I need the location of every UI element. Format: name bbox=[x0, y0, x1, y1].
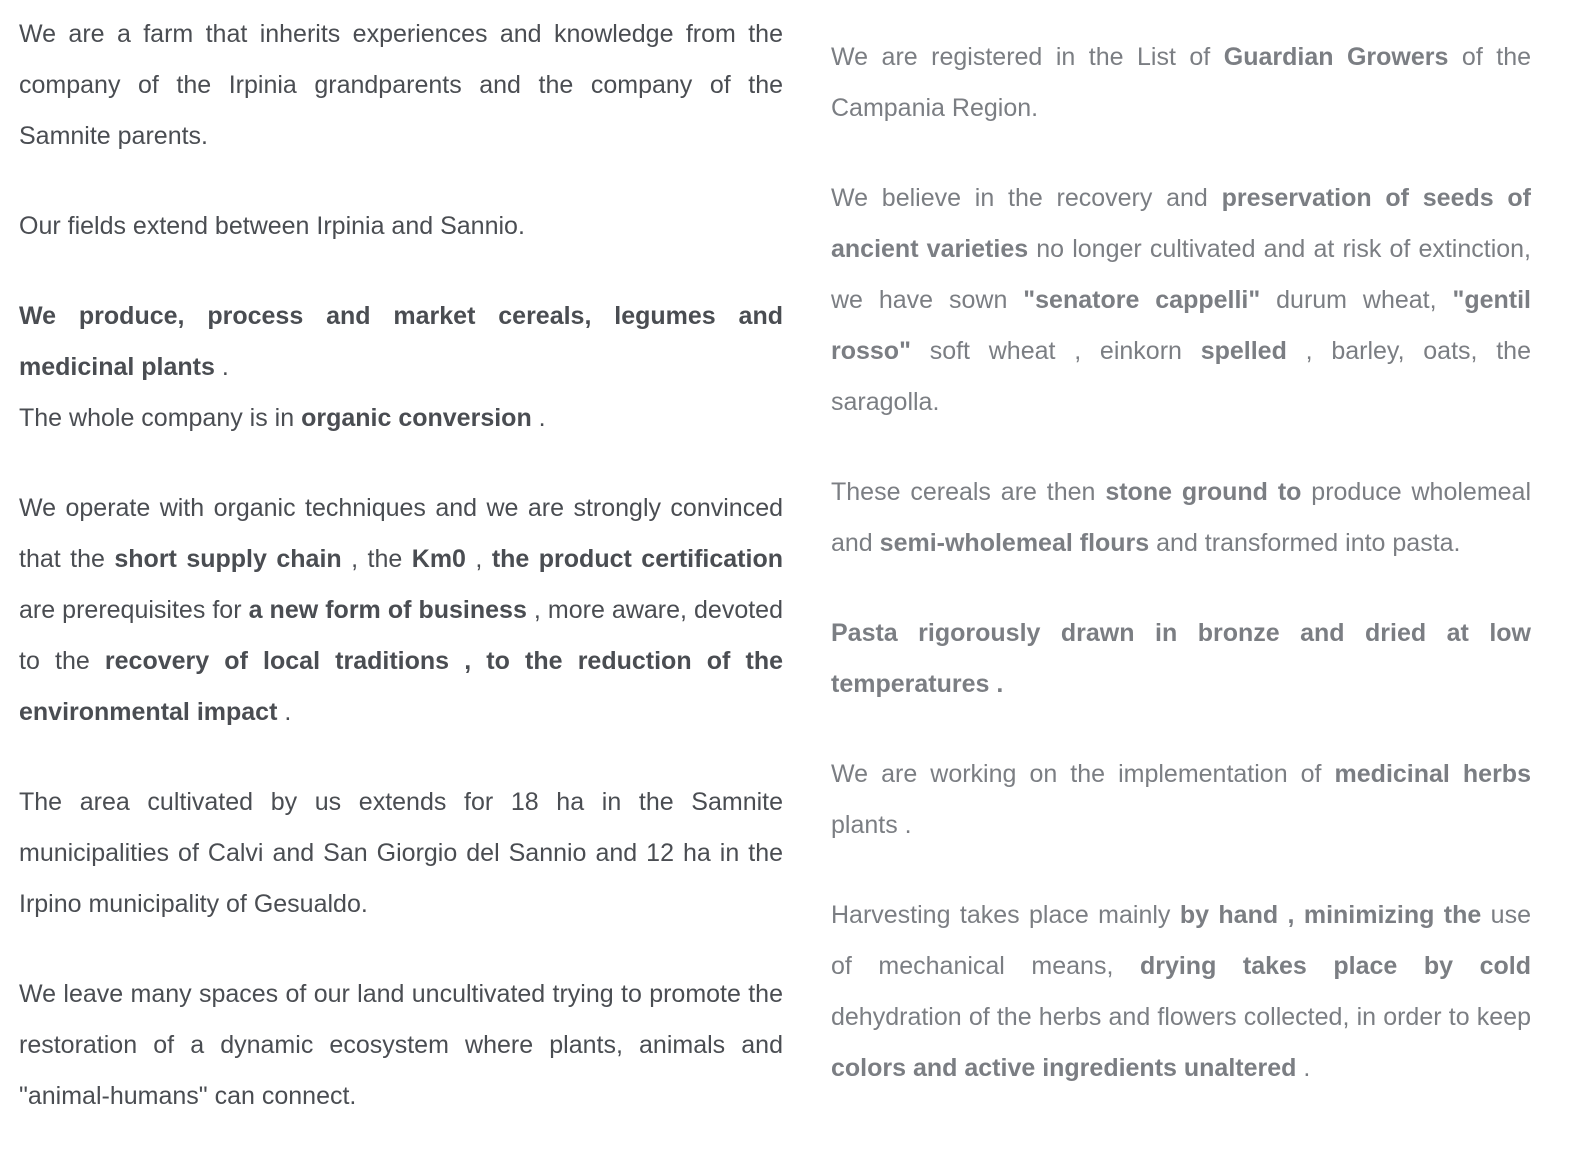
left-column bbox=[19, 0, 783, 1161]
km0-bold: Km0 bbox=[411, 545, 466, 573]
senatore-cappelli-bold: "senatore cappelli" bbox=[1023, 286, 1261, 314]
area-paragraph: The area cultivated by us extends for 18 ha in the Samnite municipalities of Calvi and San Giorgio del Sannio and 12 ha in the Irpino municipality of Gesualdo. bbox=[19, 788, 783, 918]
intro-paragraph: We are a farm that inherits experiences and knowledge from the company of the Irpinia grandparents and the company of the Samnite parents. bbox=[19, 20, 783, 150]
seeds-paragraph: We believe in the recovery and preservation of seeds of ancient varieties no longer cultivated and at risk of extinction, we have sown "senatore cappelli" durum wheat, "gentil rosso" soft wheat , einkorn spelled , barley, oats, the saragolla. bbox=[831, 184, 1532, 416]
flours-bold: semi-wholemeal flours bbox=[879, 529, 1150, 557]
colors-ingredients-bold: colors and active ingredients unaltered bbox=[831, 1054, 1297, 1082]
organic-paragraph: The whole company is in organic conversion . bbox=[19, 404, 546, 432]
cereals-paragraph: These cereals are then stone ground to produce wholemeal and semi-wholemeal flours and transformed into pasta. bbox=[831, 478, 1532, 557]
local-traditions-bold: recovery of local traditions , to the reduction of the environmental impact bbox=[19, 647, 783, 726]
guardian-growers-bold: Guardian Growers bbox=[1223, 43, 1449, 71]
seed-preservation-bold: preservation of seeds of ancient varieties bbox=[831, 184, 1531, 263]
guardian-growers-paragraph: We are registered in the List of Guardian Growers of the Campania Region. bbox=[831, 43, 1532, 122]
produce-paragraph: We produce, process and market cereals, legumes and medicinal plants . bbox=[19, 302, 783, 381]
gentil-rosso-bold: "gentil rosso" bbox=[831, 286, 1531, 365]
herbs-paragraph: We are working on the implementation of medicinal herbs plants . bbox=[831, 760, 1531, 839]
cold-drying-bold: drying takes place by cold bbox=[1139, 952, 1531, 980]
medicinal-herbs-bold: medicinal herbs bbox=[1334, 760, 1531, 788]
spelled-bold: spelled bbox=[1200, 337, 1287, 365]
organic-conversion-bold: organic conversion bbox=[301, 404, 532, 432]
pasta-paragraph bbox=[831, 608, 1531, 710]
ecosystem-paragraph: We leave many spaces of our land uncultivated trying to promote the restoration of a dynamic ecosystem where plants, animals and "animal-humans" can connect. bbox=[19, 980, 783, 1110]
harvesting-paragraph: Harvesting takes place mainly by hand , minimizing the use of mechanical means, drying takes place by cold dehydration of the herbs and flowers collected, in order to keep colors and active ingredients unaltered . bbox=[831, 901, 1531, 1082]
fields-paragraph: Our fields extend between Irpinia and Sannio. bbox=[19, 212, 525, 240]
short-supply-chain-bold: short supply chain bbox=[114, 545, 342, 573]
pasta-bold: Pasta rigorously drawn in bronze and dried at low temperatures . bbox=[831, 619, 1531, 698]
produce-bold: We produce, process and market cereals, legumes and medicinal plants bbox=[19, 302, 783, 381]
new-business-bold: a new form of business bbox=[248, 596, 527, 624]
by-hand-bold: by hand , minimizing the bbox=[1179, 901, 1482, 929]
right-column bbox=[831, 0, 1531, 1133]
techniques-paragraph: We operate with organic techniques and we are strongly convinced that the short supply chain , the Km0 , the product certification are prerequisites for a new form of business , more aware, devoted to the recovery of local traditions , to the reduction of the environmental impact . bbox=[19, 494, 783, 726]
stone-ground-bold: stone ground to bbox=[1105, 478, 1302, 506]
product-certification-bold: the product certification bbox=[491, 545, 783, 573]
